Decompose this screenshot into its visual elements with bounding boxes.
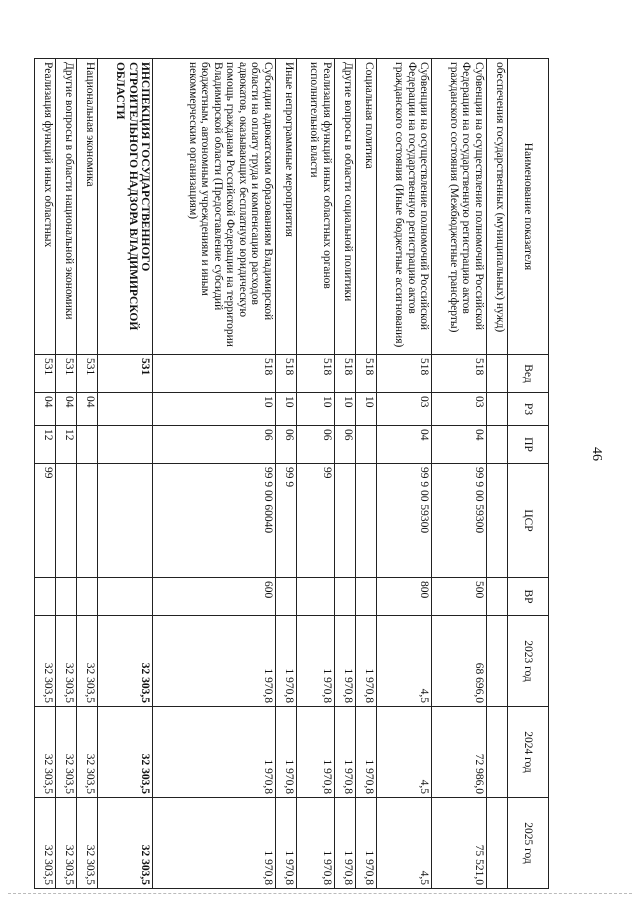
- cell-ved: 518: [377, 355, 432, 393]
- cell-y2025: 1 970,8: [153, 798, 276, 889]
- table-row: [486, 59, 507, 889]
- cell-y2025: 1 970,8: [275, 798, 296, 889]
- cell-pr: 06: [275, 426, 296, 464]
- cell-y2024: 32 303,5: [35, 707, 56, 798]
- cell-y2023: 4,5: [377, 616, 432, 707]
- cell-vr: [56, 578, 77, 616]
- cell-y2024: 1 970,8: [335, 707, 356, 798]
- cell-rz: [486, 393, 507, 426]
- cell-vr: [275, 578, 296, 616]
- cell-ved: [486, 355, 507, 393]
- cell-y2024: 1 970,8: [275, 707, 296, 798]
- cell-y2025: 32 303,5: [35, 798, 56, 889]
- table-row: [77, 59, 98, 889]
- cell-y2023: 1 970,8: [297, 616, 335, 707]
- cell-y2025: 75 521,0: [432, 798, 487, 889]
- cell-name: Другие вопросы в области национальной экономики: [56, 59, 77, 355]
- cell-name: обеспечения государственных (муниципальных) нужд): [486, 59, 507, 355]
- cell-csr: 99 9: [275, 464, 296, 578]
- cell-y2024: 32 303,5: [98, 707, 153, 798]
- cell-csr: 99: [297, 464, 335, 578]
- cell-rz: 10: [275, 393, 296, 426]
- cell-pr: 12: [56, 426, 77, 464]
- cell-ved: 531: [98, 355, 153, 393]
- cell-vr: [335, 578, 356, 616]
- cell-rz: 10: [335, 393, 356, 426]
- header-ved: Вед: [508, 355, 549, 393]
- table-row: [56, 59, 77, 889]
- cell-csr: 99 9 00 59300: [432, 464, 487, 578]
- cell-vr: [35, 578, 56, 616]
- cell-pr: [98, 426, 153, 464]
- cell-ved: 518: [432, 355, 487, 393]
- cell-ved: 531: [35, 355, 56, 393]
- header-csr: ЦСР: [508, 464, 549, 578]
- cell-pr: [356, 426, 377, 464]
- cell-pr: 06: [335, 426, 356, 464]
- cell-rz: 10: [153, 393, 276, 426]
- cell-csr: [486, 464, 507, 578]
- cell-y2023: 1 970,8: [153, 616, 276, 707]
- cell-vr: [356, 578, 377, 616]
- cell-rz: [98, 393, 153, 426]
- table-row: [297, 59, 335, 889]
- cell-y2025: 1 970,8: [297, 798, 335, 889]
- cell-ved: 518: [275, 355, 296, 393]
- cell-y2023: [486, 616, 507, 707]
- cell-y2024: 4,5: [377, 707, 432, 798]
- table-row: [356, 59, 377, 889]
- cell-y2024: [486, 707, 507, 798]
- cell-y2025: 32 303,5: [77, 798, 98, 889]
- cell-name: Социальная политика: [356, 59, 377, 355]
- cell-y2023: 68 696,0: [432, 616, 487, 707]
- cell-vr: [297, 578, 335, 616]
- cell-y2023: 32 303,5: [56, 616, 77, 707]
- header-vr: ВР: [508, 578, 549, 616]
- cell-y2024: 1 970,8: [356, 707, 377, 798]
- scan-edge: [8, 893, 632, 902]
- cell-y2024: 32 303,5: [77, 707, 98, 798]
- cell-vr: [98, 578, 153, 616]
- cell-name: Другие вопросы в области социальной политики: [335, 59, 356, 355]
- cell-pr: 06: [297, 426, 335, 464]
- cell-csr: [356, 464, 377, 578]
- cell-vr: 500: [432, 578, 487, 616]
- cell-y2023: 32 303,5: [77, 616, 98, 707]
- header-2023: 2023 год: [508, 616, 549, 707]
- cell-vr: 800: [377, 578, 432, 616]
- header-2025: 2025 год: [508, 798, 549, 889]
- cell-y2024: 1 970,8: [153, 707, 276, 798]
- cell-y2023: 1 970,8: [356, 616, 377, 707]
- cell-pr: 04: [377, 426, 432, 464]
- header-rz: РЗ: [508, 393, 549, 426]
- cell-name: Субвенции на осуществление полномочий Российской Федерации на государственную регистрацию актов гражданского состояния (Межбюджетные трансферты): [432, 59, 487, 355]
- cell-y2025: 32 303,5: [98, 798, 153, 889]
- cell-pr: 12: [35, 426, 56, 464]
- cell-y2023: 32 303,5: [98, 616, 153, 707]
- cell-csr: 99 9 00 60040: [153, 464, 276, 578]
- cell-vr: 600: [153, 578, 276, 616]
- cell-pr: [77, 426, 98, 464]
- table-row: [275, 59, 296, 889]
- table-row: [432, 59, 487, 889]
- cell-y2024: 1 970,8: [297, 707, 335, 798]
- cell-name: Реализация функций иных областных: [35, 59, 56, 355]
- table-header-row: [508, 59, 549, 889]
- cell-name: Реализация функций иных областных органов исполнительной власти: [297, 59, 335, 355]
- cell-ved: 531: [56, 355, 77, 393]
- table-row: [35, 59, 56, 889]
- cell-rz: 03: [377, 393, 432, 426]
- cell-name: Иные непрограммные мероприятия: [275, 59, 296, 355]
- cell-name: ИНСПЕКЦИЯ ГОСУДАРСТВЕННОГО СТРОИТЕЛЬНОГО НАДЗОРА ВЛАДИМИРСКОЙ ОБЛАСТИ: [98, 59, 153, 355]
- table-row: [377, 59, 432, 889]
- cell-ved: 531: [77, 355, 98, 393]
- cell-ved: 518: [356, 355, 377, 393]
- cell-ved: 518: [297, 355, 335, 393]
- cell-name: Субвенции на осуществление полномочий Российской Федерации на государственную регистрацию актов гражданского состояния (Иные бюджетные ассигнования): [377, 59, 432, 355]
- cell-y2023: 32 303,5: [35, 616, 56, 707]
- cell-y2025: 1 970,8: [356, 798, 377, 889]
- cell-name: Национальная экономика: [77, 59, 98, 355]
- cell-y2025: 4,5: [377, 798, 432, 889]
- cell-pr: 04: [432, 426, 487, 464]
- cell-rz: 03: [432, 393, 487, 426]
- cell-rz: 10: [356, 393, 377, 426]
- cell-pr: [486, 426, 507, 464]
- page-number: 46: [589, 447, 604, 461]
- budget-table-rotated: [34, 58, 549, 888]
- cell-y2023: 1 970,8: [275, 616, 296, 707]
- table-row: [153, 59, 276, 889]
- cell-csr: [77, 464, 98, 578]
- budget-table: [34, 58, 549, 889]
- header-2024: 2024 год: [508, 707, 549, 798]
- cell-y2024: 72 986,0: [432, 707, 487, 798]
- cell-csr: 99 9 00 59300: [377, 464, 432, 578]
- cell-ved: 518: [335, 355, 356, 393]
- table-row: [335, 59, 356, 889]
- header-name: Наименование показателя: [508, 59, 549, 355]
- cell-y2024: 32 303,5: [56, 707, 77, 798]
- cell-y2025: 32 303,5: [56, 798, 77, 889]
- cell-y2023: 1 970,8: [335, 616, 356, 707]
- cell-csr: 99: [35, 464, 56, 578]
- cell-pr: 06: [153, 426, 276, 464]
- cell-rz: 04: [35, 393, 56, 426]
- cell-rz: 04: [56, 393, 77, 426]
- cell-name: Субсидии адвокатским образованиям Владимирской области на оплату труда и компенсацию расходов адвокатов, оказывающих бесплатную юридическую помощь гражданам Российской Федерации на территории Владимирской области (Предоставление субсидий бюджетным, автономным учреждениям и иным некоммерческим организациям): [153, 59, 276, 355]
- cell-vr: [77, 578, 98, 616]
- cell-csr: [98, 464, 153, 578]
- table-row: [98, 59, 153, 889]
- header-pr: ПР: [508, 426, 549, 464]
- cell-vr: [486, 578, 507, 616]
- cell-y2025: [486, 798, 507, 889]
- cell-ved: 518: [153, 355, 276, 393]
- cell-csr: [56, 464, 77, 578]
- cell-rz: 04: [77, 393, 98, 426]
- cell-csr: [335, 464, 356, 578]
- cell-rz: 10: [297, 393, 335, 426]
- cell-y2025: 1 970,8: [335, 798, 356, 889]
